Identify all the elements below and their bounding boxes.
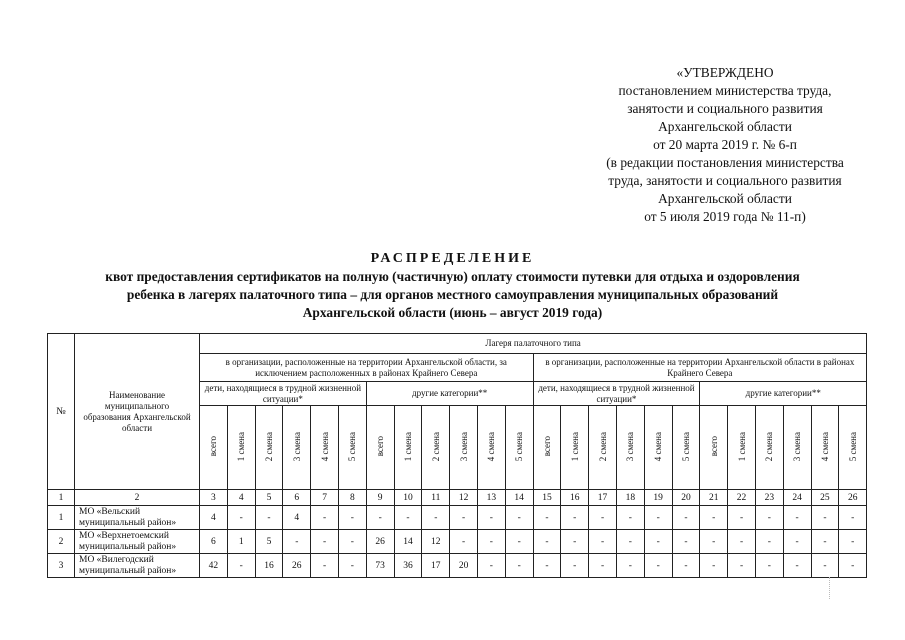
shift-header-cell — [394, 406, 422, 490]
document-heading — [40, 250, 865, 322]
group-b-header: в организации, расположенные на территории Архангельской области в районах Крайнего Севера — [533, 354, 867, 382]
shift-label: всего — [708, 436, 719, 457]
quota-cell: - — [783, 554, 811, 578]
document-subtitle-line: Архангельской области (июнь – август 2019 года) — [302, 305, 603, 320]
approval-line: «УТВЕРЖДЕНО — [676, 65, 774, 80]
col-no-header: № — [48, 334, 75, 490]
column-number-cell: 11 — [422, 490, 450, 506]
quota-cell: - — [477, 506, 505, 530]
group-main-header: Лагеря палаточного типа — [200, 334, 867, 354]
quota-cell: - — [672, 530, 700, 554]
column-number-cell: 1 — [48, 490, 75, 506]
quota-cell: - — [394, 506, 422, 530]
shift-header-cell — [783, 406, 811, 490]
column-number-row — [48, 490, 867, 506]
sub-other-header: другие категории** — [700, 382, 867, 406]
approval-line: (в редакции постановления министерства — [606, 155, 844, 170]
quota-cell: - — [755, 506, 783, 530]
quota-cell: - — [338, 506, 366, 530]
shift-label: 4 смена — [319, 431, 330, 462]
quota-cell: - — [227, 506, 255, 530]
quota-cell: - — [477, 554, 505, 578]
quota-cell: - — [533, 530, 561, 554]
approval-line: Архангельской области — [658, 119, 792, 134]
shift-header-cell — [728, 406, 756, 490]
quota-cell: - — [450, 506, 478, 530]
column-number-cell: 13 — [477, 490, 505, 506]
quota-cell: - — [839, 554, 867, 578]
shift-header-cell — [477, 406, 505, 490]
quota-cell: - — [644, 530, 672, 554]
quota-cell: - — [422, 506, 450, 530]
column-number-cell: 18 — [616, 490, 644, 506]
quota-cell: 42 — [200, 554, 228, 578]
approval-line: постановлением министерства труда, — [618, 83, 832, 98]
column-number-cell: 3 — [200, 490, 228, 506]
quota-cell: 5 — [255, 530, 283, 554]
column-number-cell: 7 — [311, 490, 339, 506]
quota-cell: - — [644, 506, 672, 530]
shift-label: 3 смена — [458, 431, 469, 462]
quota-cell: - — [616, 554, 644, 578]
approval-line: от 20 марта 2019 г. № 6-п — [653, 137, 797, 152]
shift-label: всего — [375, 436, 386, 457]
municipality-name: МО «Вилегодский муниципальный район» — [75, 554, 200, 578]
sub-other-header: другие категории** — [366, 382, 533, 406]
quota-cell: - — [338, 554, 366, 578]
quota-cell: - — [450, 530, 478, 554]
shift-label: 5 смена — [680, 431, 691, 462]
approval-line: занятости и социального развития — [627, 101, 823, 116]
shift-label: всего — [208, 436, 219, 457]
shift-label: 1 смена — [736, 431, 747, 462]
quota-cell: - — [366, 506, 394, 530]
approval-line: от 5 июля 2019 года № 11-п) — [644, 209, 806, 224]
quota-cell: - — [672, 554, 700, 578]
shift-header-cell — [255, 406, 283, 490]
column-number-cell: 14 — [505, 490, 533, 506]
shift-label: 5 смена — [514, 431, 525, 462]
document-subtitle-line: ребенка в лагерях палаточного типа – для органов местного самоуправления муниципальных образований — [126, 287, 779, 302]
shift-label: 2 смена — [597, 431, 608, 462]
quota-cell: - — [533, 554, 561, 578]
shift-header-cell — [311, 406, 339, 490]
shift-header-cell — [338, 406, 366, 490]
quota-cell: - — [811, 530, 839, 554]
shift-header-cell — [422, 406, 450, 490]
quota-cell: - — [839, 530, 867, 554]
column-number-cell: 6 — [283, 490, 311, 506]
column-number-cell: 2 — [75, 490, 200, 506]
shift-header-cell — [450, 406, 478, 490]
quota-cell: 14 — [394, 530, 422, 554]
quota-cell: - — [283, 530, 311, 554]
quota-cell: - — [728, 506, 756, 530]
column-number-cell: 25 — [811, 490, 839, 506]
quota-cell: - — [505, 554, 533, 578]
document-subtitle-line: квот предоставления сертификатов на полную (частичную) оплату стоимости путевки для отдыха и оздоровления — [105, 269, 800, 284]
quota-cell: - — [700, 506, 728, 530]
row-number: 1 — [48, 506, 75, 530]
group-a-header: в организации, расположенные на территории Архангельской области, за исключением расположенных в районах Крайнего Севера — [200, 354, 534, 382]
shift-label: 2 смена — [764, 431, 775, 462]
column-number-cell: 10 — [394, 490, 422, 506]
row-number: 2 — [48, 530, 75, 554]
column-number-cell: 9 — [366, 490, 394, 506]
quota-cell: 4 — [283, 506, 311, 530]
quota-cell: 4 — [200, 506, 228, 530]
shift-label: 3 смена — [625, 431, 636, 462]
shift-label: всего — [541, 436, 552, 457]
quota-cell: 12 — [422, 530, 450, 554]
quota-cell: - — [589, 530, 617, 554]
column-number-cell: 24 — [783, 490, 811, 506]
quota-cell: - — [811, 506, 839, 530]
quota-cell: - — [783, 530, 811, 554]
shift-header-cell — [200, 406, 228, 490]
shift-label: 1 смена — [236, 431, 247, 462]
column-number-cell: 17 — [589, 490, 617, 506]
shift-header-cell — [755, 406, 783, 490]
row-number: 3 — [48, 554, 75, 578]
shift-label: 4 смена — [653, 431, 664, 462]
quota-cell: - — [755, 554, 783, 578]
quota-cell: - — [227, 554, 255, 578]
quota-cell: - — [311, 506, 339, 530]
table-row — [48, 506, 867, 530]
quota-cell: - — [616, 506, 644, 530]
quota-cell: - — [644, 554, 672, 578]
shift-header-cell — [839, 406, 867, 490]
column-number-cell: 19 — [644, 490, 672, 506]
column-number-cell: 4 — [227, 490, 255, 506]
quota-cell: - — [672, 506, 700, 530]
shift-label: 1 смена — [569, 431, 580, 462]
quota-cell: - — [783, 506, 811, 530]
quota-cell: - — [700, 554, 728, 578]
approval-line: Архангельской области — [658, 191, 792, 206]
column-number-cell: 22 — [728, 490, 756, 506]
municipality-name: МО «Верхнетоемский муниципальный район» — [75, 530, 200, 554]
shift-label: 3 смена — [291, 431, 302, 462]
column-number-cell: 23 — [755, 490, 783, 506]
quota-cell: - — [589, 554, 617, 578]
column-number-cell: 12 — [450, 490, 478, 506]
shift-label: 5 смена — [847, 431, 858, 462]
quota-cell: 16 — [255, 554, 283, 578]
table-row — [48, 530, 867, 554]
quota-cell: - — [616, 530, 644, 554]
quota-cell: 26 — [366, 530, 394, 554]
shift-header-cell — [533, 406, 561, 490]
quota-cell: - — [311, 530, 339, 554]
quota-cell: 6 — [200, 530, 228, 554]
quota-cell: - — [255, 506, 283, 530]
approval-line: труда, занятости и социального развития — [608, 173, 842, 188]
shift-header-cell — [700, 406, 728, 490]
quota-cell: - — [505, 506, 533, 530]
quota-cell: 73 — [366, 554, 394, 578]
shift-header-cell — [366, 406, 394, 490]
quota-cell: - — [338, 530, 366, 554]
quota-cell: - — [589, 506, 617, 530]
scan-artifact — [829, 577, 831, 599]
shift-label: 2 смена — [430, 431, 441, 462]
col-name-header: Наименование муниципального образования Архангельской области — [75, 334, 200, 490]
municipality-name: МО «Вельский муниципальный район» — [75, 506, 200, 530]
column-number-cell: 16 — [561, 490, 589, 506]
quota-cell: 26 — [283, 554, 311, 578]
approval-stamp — [560, 64, 890, 226]
sub-hard-header: дети, находящиеся в трудной жизненной ситуации* — [533, 382, 700, 406]
document-title: РАСПРЕДЕЛЕНИЕ — [370, 251, 535, 266]
shift-header-cell — [227, 406, 255, 490]
quota-cell: - — [811, 554, 839, 578]
column-number-cell: 20 — [672, 490, 700, 506]
quota-cell: 17 — [422, 554, 450, 578]
shift-header-cell — [283, 406, 311, 490]
quota-cell: - — [728, 554, 756, 578]
sub-hard-header: дети, находящиеся в трудной жизненной ситуации* — [200, 382, 367, 406]
shift-header-cell — [505, 406, 533, 490]
quota-cell: - — [561, 506, 589, 530]
column-number-cell: 15 — [533, 490, 561, 506]
quota-cell: - — [728, 530, 756, 554]
quota-cell: - — [755, 530, 783, 554]
shift-label: 4 смена — [819, 431, 830, 462]
quota-cell: 20 — [450, 554, 478, 578]
quota-cell: - — [839, 506, 867, 530]
shift-header-cell — [561, 406, 589, 490]
shift-label: 2 смена — [263, 431, 274, 462]
column-number-cell: 26 — [839, 490, 867, 506]
shift-label: 1 смена — [402, 431, 413, 462]
quota-cell: - — [561, 554, 589, 578]
column-number-cell: 21 — [700, 490, 728, 506]
shift-header-cell — [811, 406, 839, 490]
quota-cell: 36 — [394, 554, 422, 578]
quota-cell: - — [505, 530, 533, 554]
column-number-cell: 5 — [255, 490, 283, 506]
shift-header-cell — [616, 406, 644, 490]
shift-header-cell — [672, 406, 700, 490]
quota-cell: - — [700, 530, 728, 554]
table-body — [48, 506, 867, 578]
shift-header-cell — [644, 406, 672, 490]
shift-header-cell — [589, 406, 617, 490]
column-number-cell: 8 — [338, 490, 366, 506]
table-row — [48, 554, 867, 578]
shift-label: 5 смена — [347, 431, 358, 462]
quota-cell: - — [533, 506, 561, 530]
quota-cell: - — [311, 554, 339, 578]
shift-label: 3 смена — [792, 431, 803, 462]
quota-cell: - — [561, 530, 589, 554]
quota-cell: - — [477, 530, 505, 554]
quota-table — [47, 333, 867, 578]
quota-cell: 1 — [227, 530, 255, 554]
shift-label: 4 смена — [486, 431, 497, 462]
